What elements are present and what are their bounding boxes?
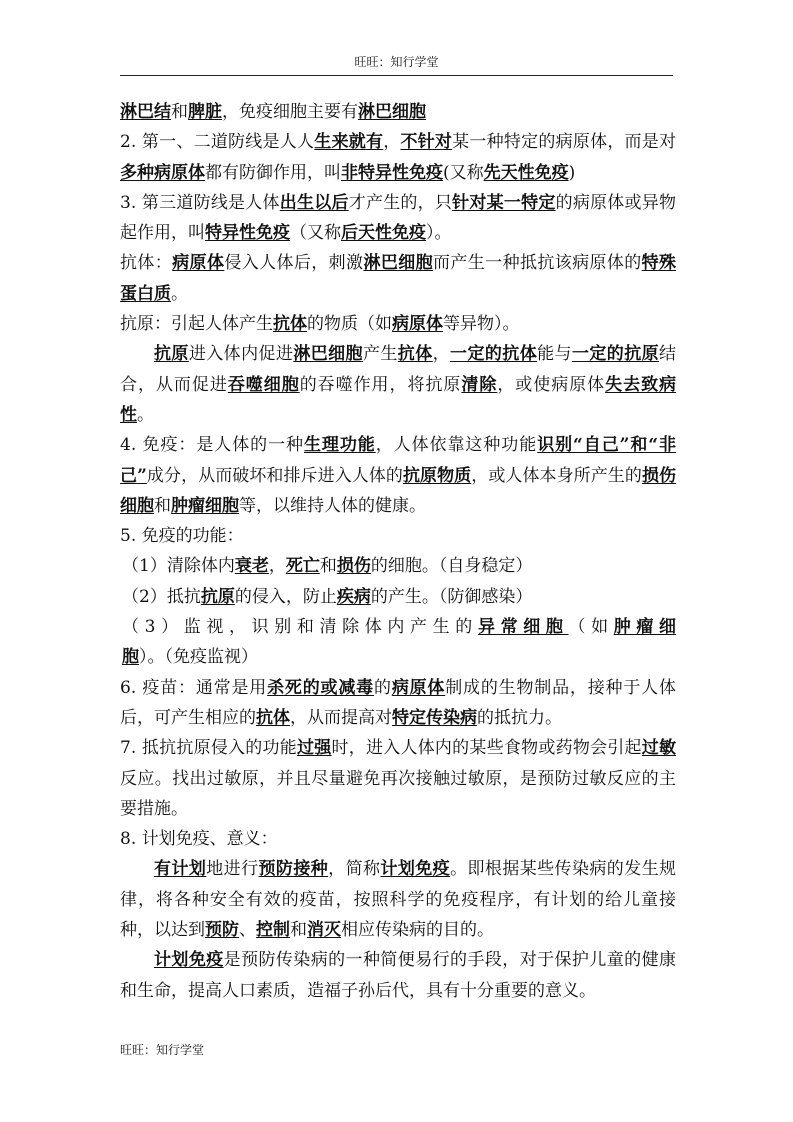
text-run: ，人体依靠这种功能 [375, 435, 538, 456]
text-run: 。 [137, 404, 154, 425]
key-term: 后天性免疫 [341, 223, 426, 244]
text-run: 3. 第三道防线是人体 [120, 192, 280, 213]
key-term: 病原体 [392, 314, 443, 335]
text-run: ) [568, 162, 576, 183]
text-run: 制成的生物制品，接种于人体后，可产生相应的 [120, 677, 676, 728]
text-run: (又称 [443, 162, 484, 183]
text-run: ， [383, 132, 401, 153]
key-term: 抗体 [397, 344, 433, 365]
key-term: 出生以后 [279, 192, 349, 213]
key-term: 异常细胞 [477, 617, 569, 638]
key-term: 非特异性免疫 [341, 162, 443, 183]
paragraph [120, 248, 676, 309]
text-run: 5. 免疫的功能： [120, 526, 244, 547]
text-run: 。即根据某些传染病的发生规律，将各种安全有效的疫苗，按照科学的免疫程序，有计划的给儿童接种，以达到 [120, 859, 677, 941]
text-run: 才产生的，只 [348, 192, 453, 213]
text-run: 和 [154, 495, 171, 516]
key-term: 生理功能 [304, 435, 376, 456]
text-run: 结合，从而促进 [120, 344, 677, 395]
paragraph [120, 612, 676, 673]
text-run: ，或使病原体 [497, 374, 606, 395]
paragraph [120, 582, 676, 612]
text-run: ，或人体本身所产生的 [471, 465, 642, 486]
key-term: 一定的抗体 [450, 344, 538, 365]
text-run: （2）抵抗 [122, 586, 201, 607]
text-run: 侵入人体后，刺激 [224, 253, 364, 274]
paragraph [120, 733, 676, 824]
key-term: 淋巴细胞 [293, 344, 363, 365]
text-run: 时，进入人体内的某些食物或药物会引起 [331, 738, 642, 759]
key-term: 计划免疫 [380, 859, 451, 880]
key-term: 抗原 [200, 586, 235, 607]
text-run: 的物质（如 [307, 314, 392, 335]
text-run: 的产生。（防御感染） [370, 586, 533, 607]
key-term: 先天性免疫 [483, 162, 569, 183]
key-term: 特殊蛋白质 [120, 253, 677, 304]
key-term: 特定传染病 [392, 707, 477, 728]
key-term: 淋巴结 [120, 102, 171, 122]
text-run: 抗体： [120, 253, 173, 274]
text-run: 和 [171, 102, 188, 122]
text-run: 相应传染病的目的。 [341, 920, 494, 941]
text-run: ，简称 [328, 859, 381, 880]
key-term: 吞噬细胞 [227, 374, 300, 395]
paragraph [120, 309, 676, 339]
text-run: 都有防御作用，叫 [205, 162, 341, 183]
key-term: 有计划 [154, 859, 207, 880]
text-run: ，免疫细胞主要有 [222, 102, 358, 122]
paragraph [120, 673, 676, 734]
key-term: 淋巴细胞 [363, 253, 434, 274]
key-term: 损伤细胞 [120, 465, 677, 516]
text-run: 反应。找出过敏原，并且尽量避免再次接触过敏原，是预防过敏反应的主要措施。 [120, 768, 676, 819]
key-term: 杀死的或减毒 [267, 677, 374, 698]
text-run: ， [268, 556, 286, 577]
key-term: 计划免疫 [154, 950, 224, 971]
text-run: ， [432, 344, 451, 365]
text-run: 是预防传染病的一种简便易行的手段，对于保护儿童的健康和生命，提高人口素质，造福子孙后代，具有十分重要的意义。 [120, 950, 676, 1001]
text-run: 和 [290, 920, 307, 941]
paragraph [120, 339, 676, 430]
key-term: 预防 [205, 920, 239, 941]
document-body [120, 97, 676, 1006]
text-run: ）。 [426, 223, 452, 244]
text-run: 等，以维持人体的健康。 [239, 495, 426, 516]
text-run: 地进行 [206, 859, 259, 880]
key-term: 多种病原体 [120, 162, 205, 183]
text-run: 产生 [362, 344, 398, 365]
text-run: 抗原：引起人体产生 [120, 314, 273, 335]
key-term: 肿瘤细胞 [122, 617, 676, 668]
page-footer: 旺旺：知行学堂 [120, 1043, 205, 1057]
text-run: 2. 第一、二道防线是人人 [120, 132, 315, 153]
paragraph [120, 127, 676, 188]
key-term: 衰老 [234, 556, 269, 577]
text-run: （如 [568, 617, 614, 638]
paragraph [120, 854, 676, 945]
key-term: 过强 [297, 738, 332, 759]
key-term: 失去致病性 [120, 374, 677, 425]
text-run: 的 [374, 677, 392, 698]
text-run: 和 [319, 556, 337, 577]
text-run: （3）监视，识别和清除体内产生的 [122, 617, 478, 638]
key-term: 病原体 [391, 677, 446, 698]
key-term: 不针对 [400, 132, 453, 153]
key-term: 死亡 [285, 556, 320, 577]
text-run: 的细胞。（自身稳定） [370, 556, 533, 577]
key-term: 针对某一特定 [452, 192, 556, 213]
key-term: 控制 [256, 920, 290, 941]
key-term: 抗体 [273, 314, 307, 335]
key-term: 疾病 [336, 586, 371, 607]
key-term: 一定的抗原 [571, 344, 660, 365]
text-run: 的侵入，防止 [234, 586, 337, 607]
text-run: （又称 [290, 223, 341, 244]
text-run: ）。（免疫监视） [139, 647, 258, 668]
key-term: 消灭 [307, 920, 341, 941]
key-term: 过敏 [641, 738, 677, 759]
key-term: 病原体 [172, 253, 225, 274]
text-run: 成分，从而破坏和排斥进入人体的 [146, 465, 403, 486]
key-term: 抗体 [256, 707, 290, 728]
text-run: 7. 抵抗抗原侵入的功能 [120, 738, 298, 759]
key-term: 肿瘤细胞 [171, 495, 239, 516]
text-run: 的抵抗力。 [477, 707, 562, 728]
key-term: 脾脏 [188, 102, 222, 122]
key-term: 淋巴细胞 [358, 102, 426, 122]
text-run: ，从而提高对 [290, 707, 392, 728]
key-term: 损伤 [336, 556, 371, 577]
text-run: 能与 [537, 344, 572, 365]
paragraph [120, 824, 676, 854]
paragraph [120, 551, 676, 581]
paragraph [120, 430, 676, 521]
text-run: 的病原体或异物起作用，叫 [120, 192, 677, 244]
key-term: 特异性免疫 [205, 223, 290, 244]
paragraph [120, 945, 676, 1006]
key-term: 预防接种 [258, 859, 329, 880]
paragraph [120, 521, 676, 551]
text-run: 某一种特定的病原体，而是对 [452, 132, 677, 153]
text-run: 。 [171, 283, 188, 304]
text-run: 进入体内促进 [188, 344, 294, 365]
key-term: 识别“自己”和“非己” [120, 435, 677, 486]
paragraph [120, 97, 676, 127]
text-run: 4. 免疫：是人体的一种 [120, 435, 304, 456]
text-run: 8. 计划免疫、意义： [120, 829, 278, 850]
text-run: 的吞噬作用，将抗原 [299, 374, 462, 395]
text-run: 等异物）。 [443, 314, 520, 335]
key-term: 清除 [461, 374, 498, 395]
paragraph [120, 188, 676, 249]
key-term: 生来就有 [314, 132, 384, 153]
text-run: 6. 疫苗：通常是用 [120, 677, 268, 698]
text-run: 而产生一种抵抗该病原体的 [433, 253, 642, 274]
text-run: （1）清除体内 [122, 556, 235, 577]
text-run: 、 [239, 920, 256, 941]
key-term: 抗原 [154, 344, 189, 365]
page-header: 旺旺：知行学堂 [120, 56, 673, 76]
key-term: 抗原物质 [402, 465, 472, 486]
